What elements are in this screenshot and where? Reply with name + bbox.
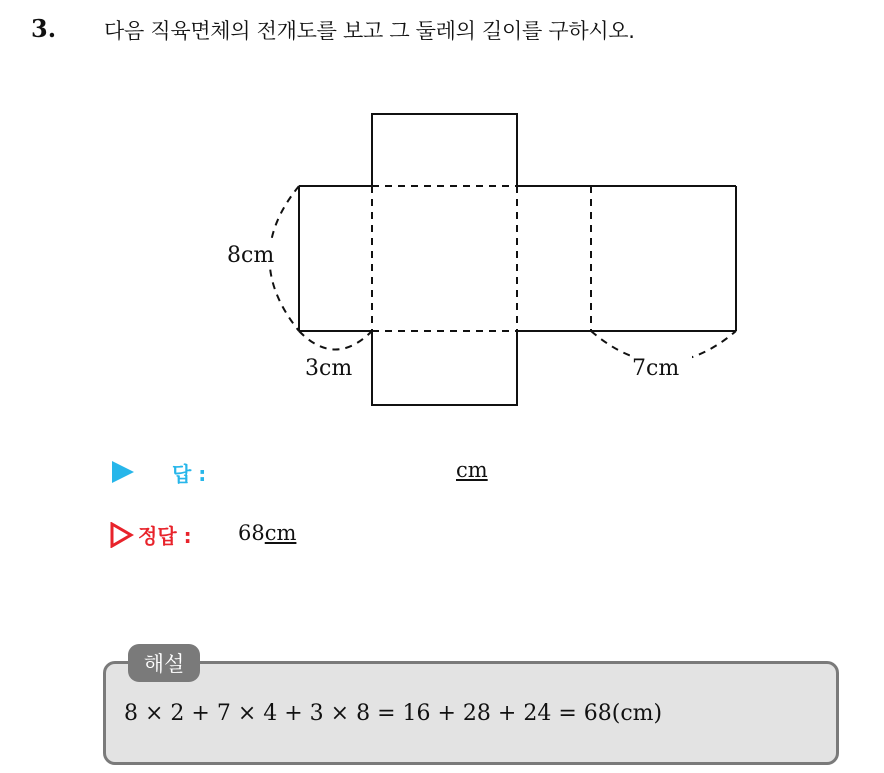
answer-row xyxy=(110,455,610,489)
question-number: 3. xyxy=(31,14,57,43)
net-top-flap xyxy=(372,114,517,186)
dimension-arc-depth xyxy=(299,331,372,350)
solution-tab: 해설 xyxy=(128,644,200,682)
label-width: 7cm xyxy=(632,356,680,381)
label-height: 8cm xyxy=(227,243,275,268)
correct-value xyxy=(238,521,296,545)
correct-answer-row xyxy=(110,518,610,552)
outline-triangle-icon xyxy=(110,522,134,548)
label-depth: 3cm xyxy=(305,356,353,381)
question-text: 다음 직육면체의 전개도를 보고 그 둘레의 길이를 구하시오. xyxy=(104,19,635,43)
correct-label: 정답 : xyxy=(138,524,192,548)
correct-number: 68 xyxy=(238,521,265,545)
net-bottom-flap xyxy=(372,331,517,405)
answer-label: 답 : xyxy=(172,462,207,486)
correct-unit: cm xyxy=(264,521,297,545)
play-triangle-icon xyxy=(112,461,134,483)
answer-unit: cm xyxy=(456,458,488,482)
solution-formula: 8 × 2 + 7 × 4 + 3 × 8 = 16 + 28 + 24 = 68(cm) xyxy=(124,701,663,726)
